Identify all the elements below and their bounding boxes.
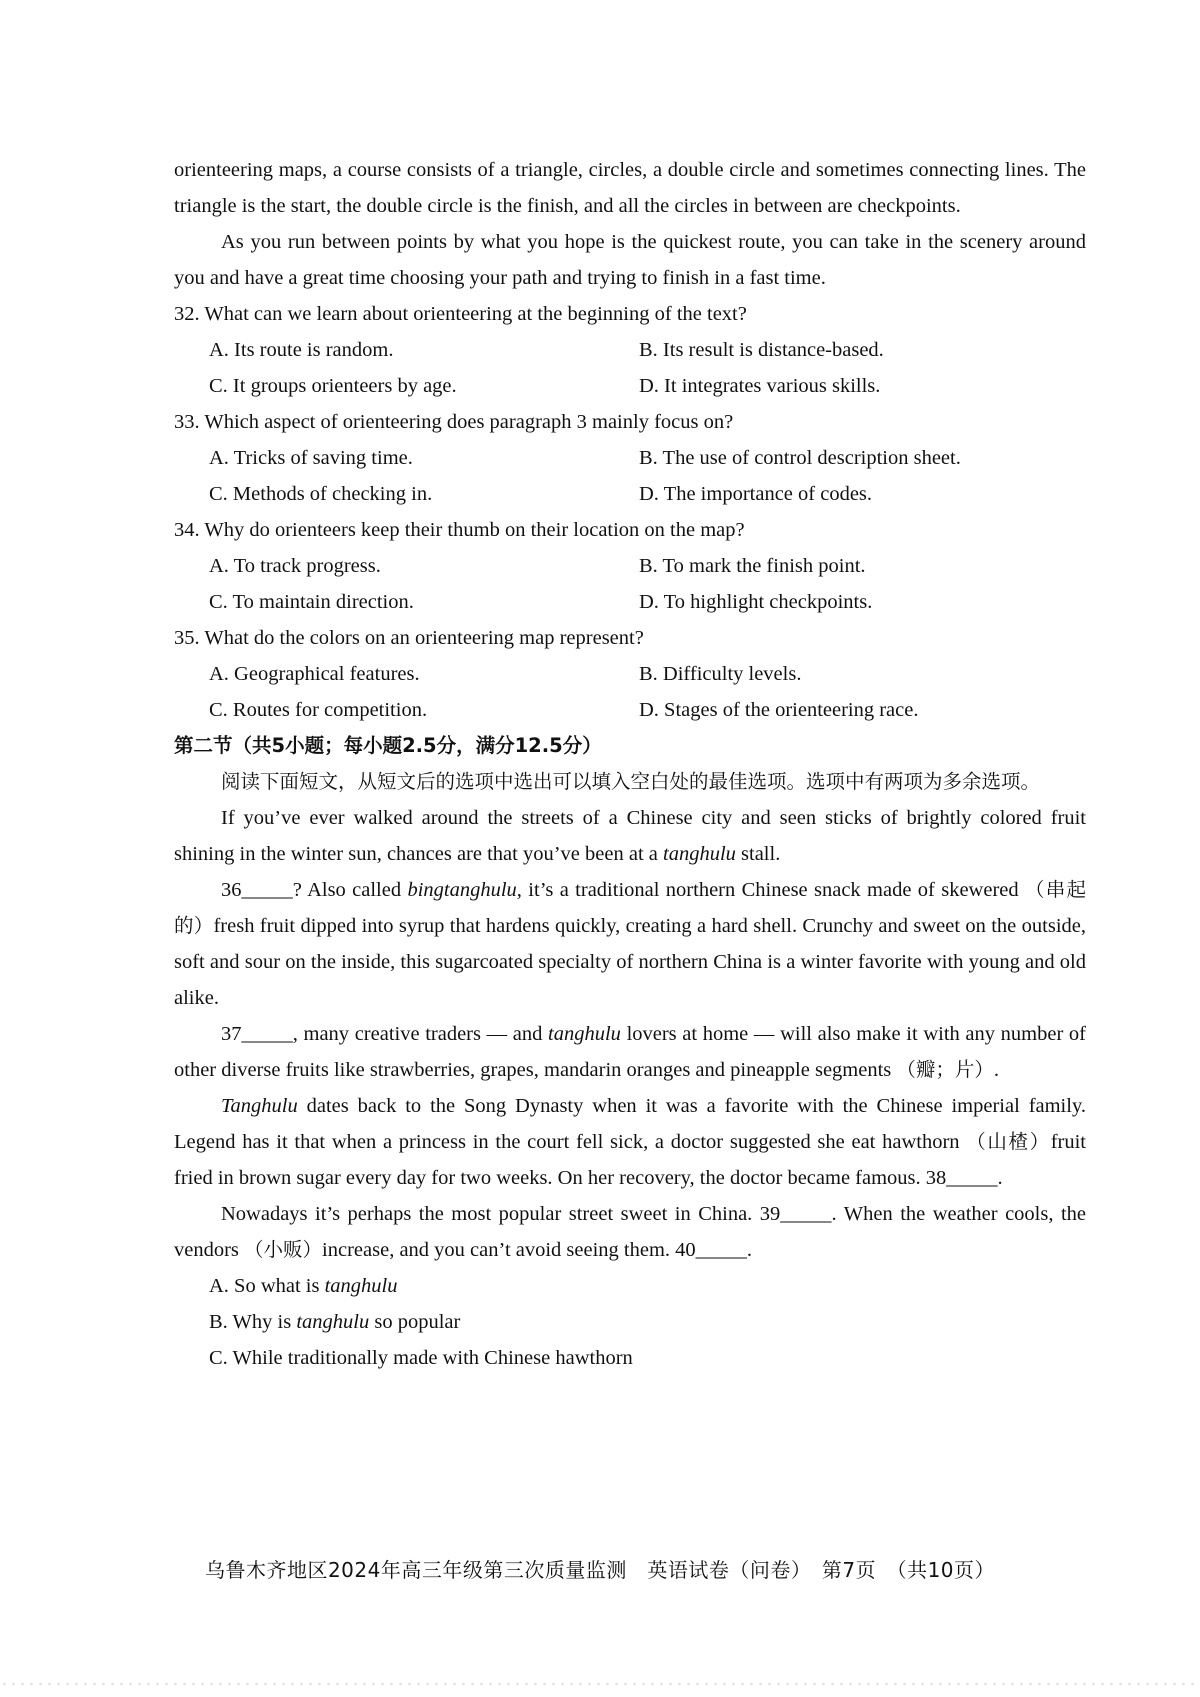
italic-term: tanghulu <box>296 1311 370 1333</box>
chinese-gloss: （瓣；片） <box>896 1058 994 1081</box>
passage-paragraph <box>174 872 1086 1016</box>
question-33 <box>174 404 1086 512</box>
option-a: A. Geographical features. <box>209 663 420 685</box>
option-b: B. Difficulty levels. <box>639 663 802 685</box>
options <box>174 440 1086 512</box>
option-b: B. Its result is distance-based. <box>639 339 884 361</box>
page-footer: 乌鲁木齐地区2024年高三年级第三次质量监测 英语试卷（问卷） 第7页 （共10页） <box>204 1558 996 1582</box>
text-run: . <box>993 1059 1000 1081</box>
passage-paragraph: As you run between points by what you hope is the quickest route, you can take in the scenery around you and have a great time choosing your path and trying to finish in a fast time. <box>174 231 1086 289</box>
text-run: B. Why is <box>209 1311 297 1333</box>
option-d: D. Stages of the orienteering race. <box>639 699 919 721</box>
page-content <box>174 152 1086 1376</box>
italic-term: tanghulu <box>663 843 736 865</box>
chinese-gloss: （串起的） <box>174 878 1086 937</box>
option-b: B. The use of control description sheet. <box>639 447 961 469</box>
text-run: so popular <box>369 1311 461 1333</box>
option-c: C. Methods of checking in. <box>209 483 433 505</box>
option-d: D. The importance of codes. <box>639 483 873 505</box>
italic-term: tanghulu <box>548 1023 621 1045</box>
option-a: A. To track progress. <box>209 555 381 577</box>
scan-artifact-dots <box>0 1680 1200 1688</box>
italic-term: Tanghulu <box>221 1095 298 1117</box>
question-stem: 33. Which aspect of orienteering does paragraph 3 mainly focus on? <box>174 411 734 433</box>
options <box>174 332 1086 404</box>
passage-paragraph: orienteering maps, a course consists of a triangle, circles, a double circle and sometimes connecting lines. The triangle is the start, the double circle is the finish, and all the circles in between are checkpoints. <box>174 159 1086 217</box>
text-run: 36_____? Also called <box>221 879 408 901</box>
text-run: lovers at home — will also make it with any number of other diverse fruits like strawberries, grapes, mandarin oranges and pineapple segments <box>174 1023 1086 1081</box>
passage-paragraph <box>174 1196 1086 1268</box>
option-a: A. Tricks of saving time. <box>209 447 413 469</box>
text-run: increase, and you can’t avoid seeing them. 40_____. <box>322 1239 753 1261</box>
italic-term: bingtanghulu, <box>407 879 522 901</box>
text-run: dates back to the Song Dynasty when it was a favorite with the Chinese imperial family. Legend has it that when a princess in the court fell sick, a doctor suggested she eat hawthorn <box>174 1095 1086 1153</box>
options <box>174 548 1086 620</box>
option-c: C. Routes for competition. <box>209 699 428 721</box>
italic-term: tanghulu <box>324 1275 398 1297</box>
option-c: C. To maintain direction. <box>209 591 414 613</box>
chinese-gloss: （山楂） <box>966 1130 1051 1153</box>
question-stem: 32. What can we learn about orienteering at the beginning of the text? <box>174 303 747 325</box>
question-35 <box>174 620 1086 728</box>
question-34 <box>174 512 1086 620</box>
passage-paragraph <box>174 1088 1086 1196</box>
text-run: 37_____, many creative traders — and <box>221 1023 549 1045</box>
choice-b <box>174 1304 1086 1340</box>
text-run: it’s a traditional northern Chinese snack made of skewered <box>521 879 1026 901</box>
chinese-gloss: （小贩） <box>244 1238 323 1261</box>
passage-paragraph <box>174 1016 1086 1088</box>
text-run: If you’ve ever walked around the streets of a Chinese city and seen sticks of brightly colored fruit shining in the winter sun, chances are that you’ve been at a <box>174 807 1086 865</box>
text-run: A. So what is <box>209 1275 325 1297</box>
choice-c: C. While traditionally made with Chinese hawthorn <box>209 1347 633 1369</box>
option-d: D. To highlight checkpoints. <box>639 591 873 613</box>
option-b: B. To mark the finish point. <box>639 555 866 577</box>
question-stem: 35. What do the colors on an orienteering map represent? <box>174 627 644 649</box>
options <box>174 656 1086 728</box>
question-stem: 34. Why do orienteers keep their thumb on their location on the map? <box>174 519 745 541</box>
option-a: A. Its route is random. <box>209 339 394 361</box>
question-32 <box>174 296 1086 404</box>
text-run: Nowadays it’s perhaps the most popular street sweet in China. 39_____. When the weather cools, the vendors <box>174 1203 1086 1261</box>
option-c: C. It groups orienteers by age. <box>209 375 457 397</box>
section-heading: 第二节（共5小题；每小题2.5分，满分12.5分） <box>174 734 602 757</box>
text-run: fresh fruit dipped into syrup that hardens quickly, creating a hard shell. Crunchy and sweet on the outside, soft and sour on the inside, this sugarcoated specialty of northern China is a winter favorite with young and old alike. <box>174 915 1086 1009</box>
choice-a <box>174 1268 1086 1304</box>
text-run: stall. <box>735 843 781 865</box>
option-d: D. It integrates various skills. <box>639 375 881 397</box>
text-run: fruit fried in brown sugar every day for two weeks. On her recovery, the doctor became famous. 38_____. <box>174 1131 1086 1189</box>
section-instruction: 阅读下面短文，从短文后的选项中选出可以填入空白处的最佳选项。选项中有两项为多余选项。 <box>221 770 1041 793</box>
passage-paragraph <box>174 800 1086 872</box>
